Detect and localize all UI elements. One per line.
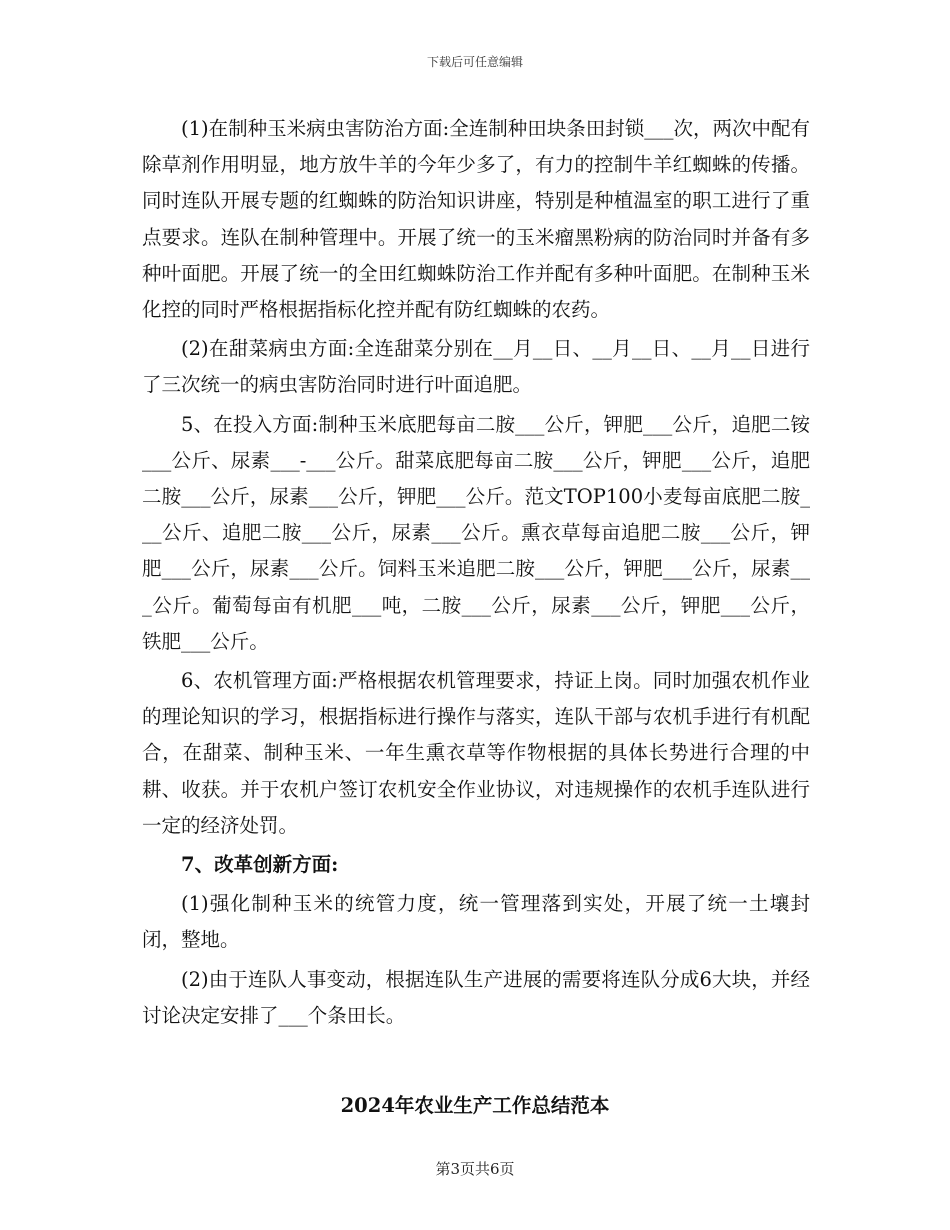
paragraph-reform-item-2: (2)由于连队人事变动，根据连队生产进展的需要将连队分成6大块，并经讨论决定安排了___个条田长。 xyxy=(142,967,810,1027)
paragraph-reform-item-1: (1)强化制种玉米的统管力度，统一管理落到实处，开展了统一土壤封闭，整地。 xyxy=(142,892,810,952)
section-heading-reform: 7、改革创新方面: xyxy=(181,853,339,877)
paragraph-machinery-management: 6、农机管理方面:严格根据农机管理要求，持证上岗。同时加强农机作业的理论知识的学习，根据指标进行操作与落实，连队干部与农机手进行有机配合，在甜菜、制种玉米、一年生熏衣草等作物根据的具体长势进行合理的中耕、收获。并于农机户签订农机安全作业协议，对违规操作的农机手连队进行一定的经济处罚。 xyxy=(142,669,810,837)
page-header-note: 下载后可任意编辑 xyxy=(426,55,523,69)
page-footer-number: 第3页共6页 xyxy=(435,1160,515,1178)
paragraph-fertilizer-input: 5、在投入方面:制种玉米底肥每亩二胺___公斤，钾肥___公斤，追肥二铵___公斤、尿素___-___公斤。甜菜底肥每亩二胺___公斤，钾肥___公斤，追肥二胺___公斤，尿素___公斤，钾肥___公斤。范文TOP100小麦每亩底肥二胺___公斤、追肥二胺___公斤，尿素___公斤。熏衣草每亩追肥二胺___公斤，钾肥___公斤，尿素___公斤。饲料玉米追肥二胺___公斤，钾肥___公斤，尿素___公斤。葡萄每亩有机肥___吨，二胺___公斤，尿素___公斤，钾肥___公斤，铁肥___公斤。 xyxy=(142,412,810,653)
paragraph-corn-pest-control: (1)在制种玉米病虫害防治方面:全连制种田块条田封锁___次，两次中配有除草剂作用明显，地方放牛羊的今年少多了，有力的控制牛羊红蜘蛛的传播。同时连队开展专题的红蜘蛛的防治知识讲座，特别是种植温室的职工进行了重点要求。连队在制种管理中。开展了统一的玉米瘤黑粉病的防治同时并备有多种叶面肥。开展了统一的全田红蜘蛛防治工作并配有多种叶面肥。在制种玉米化控的同时严格根据指标化控并配有防红蜘蛛的农药。 xyxy=(142,117,810,322)
document-title: 2024年农业生产工作总结范本 xyxy=(340,1094,610,1117)
document-body xyxy=(142,111,810,1037)
paragraph-beet-pest-control: (2)在甜菜病虫方面:全连甜菜分别在__月__日、__月__日、__月__日进行了三次统一的病虫害防治同时进行叶面追肥。 xyxy=(142,337,810,397)
